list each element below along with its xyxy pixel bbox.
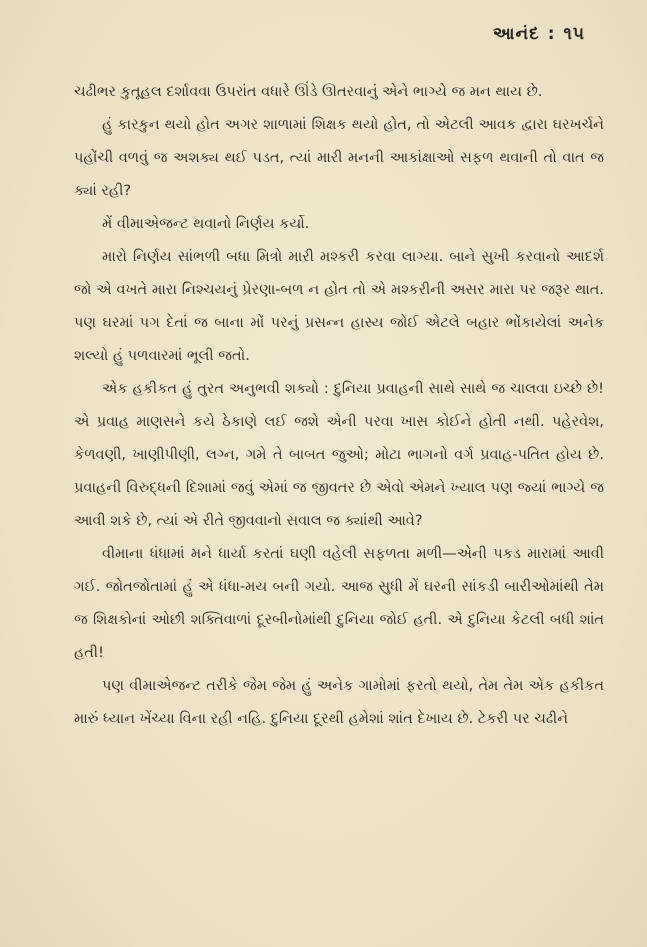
- paragraph: પણ વીમાએજન્ટ તરીકે જેમ જેમ હું અનેક ગામોમાં ફરતો થયો, તેમ તેમ એક હકીકત મારું ધ્યાન ખેંચ્યા વિના રહી નહિ. દુનિયા દૂરથી હમેશાં શાંત દેખાય છે. ટેકરી પર ચઢીને: [74, 678, 604, 727]
- paragraph-continued: ચઢીભર કુતૂહલ દર્શાવવા ઉપરાંત વધારે ઊંડે ઊતરવાનું એને ભાગ્યે જ મન થાય છે.: [74, 84, 543, 100]
- body-text: [74, 76, 604, 736]
- page-number: ૧૫: [563, 24, 585, 44]
- paragraph: હું કારકુન થયો હોત અગર શાળામાં શિક્ષક થયો હોત, તો એટલી આવક દ્વારા ઘરખર્ચને પહોંચી વળવું જ અશક્ય થઈ પડત, ત્યાં મારી મનની આકાંક્ષાઓ સફળ થવાની તો વાત જ ક્યાં રહી?: [74, 117, 604, 199]
- paragraph: મેં વીમાએજન્ટ થવાનો નિર્ણય કર્યો.: [102, 216, 310, 232]
- paragraph: મારો નિર્ણય સાંભળી બધા મિત્રો મારી મશ્કરી કરવા લાગ્યા. બાને સુખી કરવાનો આદર્શ જો એ વખતે મારા નિશ્ચયનું પ્રેરણા-બળ ન હોત તો એ મશ્કરીની અસર મારા પર જરૂર થાત. પણ ઘરમાં પગ દેતાં જ બાના મોં પરનું પ્રસન્ન હાસ્ય જોઈ એટલે બહાર ભોંકાયેલાં અનેક શલ્યો હું પળવારમાં ભૂલી જતો.: [74, 249, 604, 364]
- paragraph: વીમાના ધંધામાં મને ધાર્યા કરતાં ઘણી વહેલી સફળતા મળી—એની પકડ મારામાં આવી ગઈ. જોતજોતામાં હું એ ધંધા-મય બની ગયો. આજ સુધી મેં ઘરની સાંકડી બારીઓમાંથી તેમ જ શિક્ષકોનાં ઓછી શક્તિવાળાં દૂરબીનોમાંથી દુનિયા જોઈ હતી. એ દુનિયા કેટલી બધી શાંત હતી!: [74, 546, 604, 661]
- running-header-title: આનંદ: [492, 24, 540, 44]
- running-header: [493, 24, 585, 44]
- header-separator: :: [547, 24, 556, 44]
- paragraph: એક હકીકત હું તુરત અનુભવી શક્યો : દુનિયા પ્રવાહની સાથે સાથે જ ચાલવા ઇચ્છે છે! એ પ્રવાહ માણસને કયે ઠેકાણે લઈ જશે એની પરવા ખાસ કોઈને હોતી નથી. પહેરવેશ, કેળવણી, ખાણીપીણી, લગ્ન, ગમે તે બાબત જુઓ; મોટા ભાગનો વર્ગ પ્રવાહ-પતિત હોય છે. પ્રવાહની વિરુદ્ધની દિશામાં જવું એમાં જ જીવતર છે એવો એમને ખ્યાલ પણ જ્યાં ભાગ્યે જ આવી શકે છે, ત્યાં એ રીતે જીવવાનો સવાલ જ ક્યાંથી આવે?: [74, 381, 604, 529]
